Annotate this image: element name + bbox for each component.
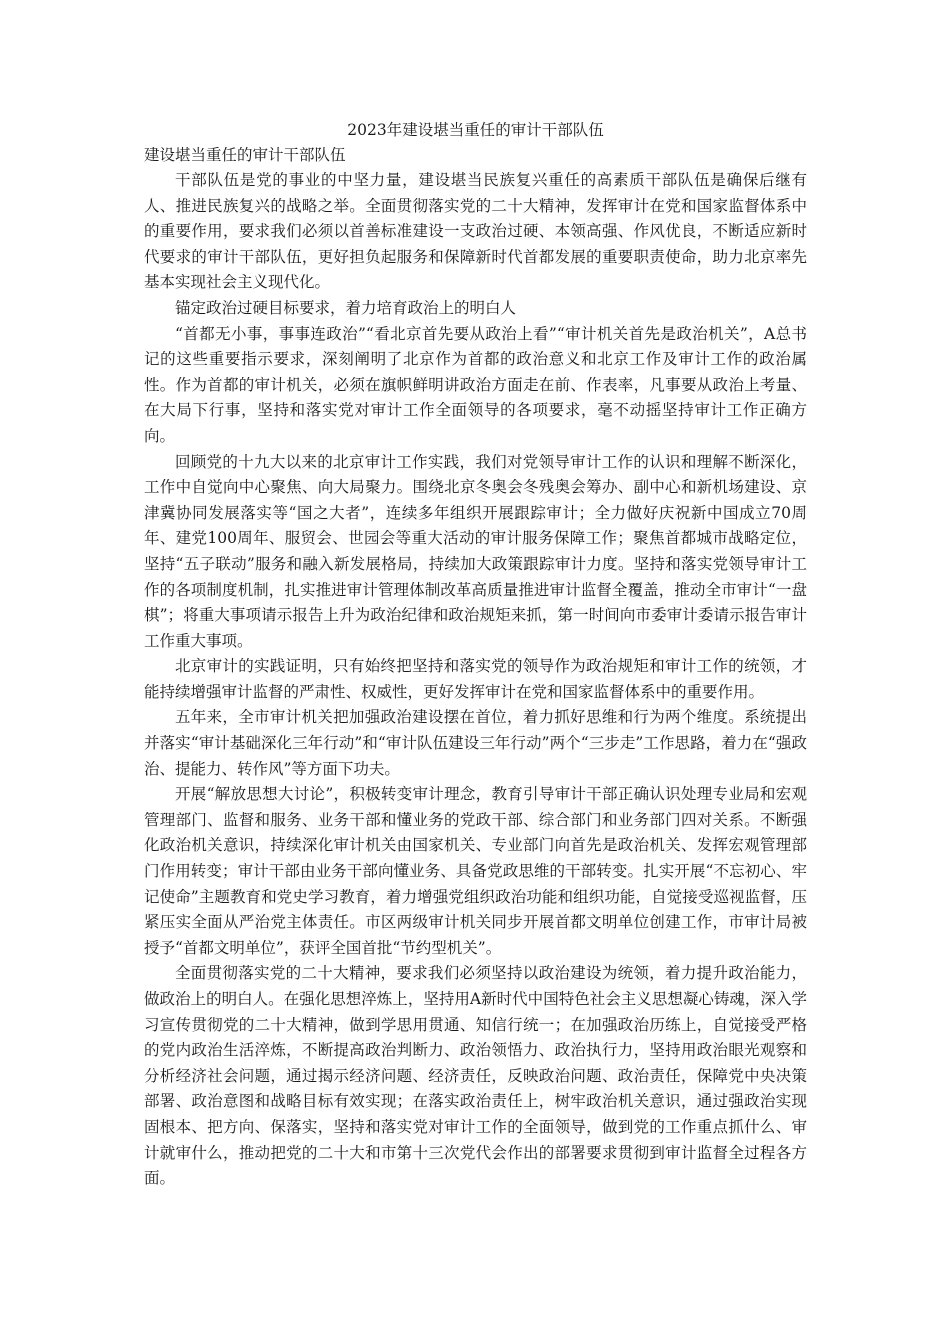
document-page: [144, 118, 807, 1192]
paragraph: 全面贯彻落实党的二十大精神，要求我们必须坚持以政治建设为统领，着力提升政治能力，做政治上的明白人。在强化思想淬炼上，坚持用A新时代中国特色社会主义思想凝心铸魂，深入学习宣传贯彻党的二十大精神，做到学思用贯通、知信行统一；在加强政治历练上，自觉接受严格的党内政治生活淬炼，不断提高政治判断力、政治领悟力、政治执行力，坚持用政治眼光观察和分析经济社会问题，通过揭示经济问题、经济责任，反映政治问题、政治责任，保障党中央决策部署、政治意图和战略目标有效实现；在落实政治责任上，树牢政治机关意识，通过强政治实现固根本、把方向、保落实，坚持和落实党对审计工作的全面领导，做到党的工作重点抓什么、审计就审什么，推动把党的二十大和市第十三次党代会作出的部署要求贯彻到审计监督全过程各方面。: [144, 964, 807, 1188]
document-title: 2023年建设堪当重任的审计干部队伍: [347, 121, 604, 139]
paragraph: 开展“解放思想大讨论”，积极转变审计理念，教育引导审计干部正确认识处理专业局和宏观管理部门、监督和服务、业务干部和懂业务的党政干部、综合部门和业务部门四对关系。不断强化政治机关意识，持续深化审计机关由国家机关、专业部门向首先是政治机关、发挥宏观管理部门作用转变；审计干部由业务干部向懂业务、具备党政思维的干部转变。扎实开展“不忘初心、牢记使命”主题教育和党史学习教育，着力增强党组织政治功能和组织功能，自觉接受巡视监督，压紧压实全面从严治党主体责任。市区两级审计机关同步开展首都文明单位创建工作，市审计局被授予“首都文明单位”，获评全国首批“节约型机关”。: [144, 785, 807, 957]
paragraph: 回顾党的十九大以来的北京审计工作实践，我们对党领导审计工作的认识和理解不断深化，工作中自觉向中心聚焦、向大局聚力。围绕北京冬奥会冬残奥会筹办、副中心和新机场建设、京津冀协同发展落实等“国之大者”，连续多年组织开展跟踪审计；全力做好庆祝新中国成立70周年、建党100周年、服贸会、世园会等重大活动的审计服务保障工作；聚焦首都城市战略定位，坚持“五子联动”服务和融入新发展格局，持续加大政策跟踪审计力度。坚持和落实党领导审计工作的各项制度机制，扎实推进审计管理体制改革高质量推进审计监督全覆盖，推动全市审计“一盘棋”；将重大事项请示报告上升为政治纪律和政治规矩来抓，第一时间向市委审计委请示报告审计工作重大事项。: [144, 452, 807, 650]
paragraph: 北京审计的实践证明，只有始终把坚持和落实党的领导作为政治规矩和审计工作的统领，才能持续增强审计监督的严肃性、权威性，更好发挥审计在党和国家监督体系中的重要作用。: [144, 657, 807, 701]
document-subtitle: 建设堪当重任的审计干部队伍: [144, 146, 346, 164]
section-heading: 锚定政治过硬目标要求，着力培育政治上的明白人: [175, 298, 517, 317]
paragraph: “首都无小事，事事连政治”“看北京首先要从政治上看”“审计机关首先是政治机关”，A总书记的这些重要指示要求，深刻阐明了北京作为首都的政治意义和北京工作及审计工作的政治属性。作为首都的审计机关，必须在旗帜鲜明讲政治方面走在前、作表率，凡事要从政治上考量、在大局下行事，坚持和落实党对审计工作全面领导的各项要求，毫不动摇坚持审计工作正确方向。: [144, 324, 807, 445]
paragraph: 五年来，全市审计机关把加强政治建设摆在首位，着力抓好思维和行为两个维度。系统提出并落实“审计基础深化三年行动”和“审计队伍建设三年行动”两个“三步走”工作思路，着力在“强政治、提能力、转作风”等方面下功夫。: [144, 708, 807, 778]
paragraph-intro: 干部队伍是党的事业的中坚力量，建设堪当民族复兴重任的高素质干部队伍是确保后继有人、推进民族复兴的战略之举。全面贯彻落实党的二十大精神，发挥审计在党和国家监督体系中的重要作用，要求我们必须以首善标准建设一支政治过硬、本领高强、作风优良，不断适应新时代要求的审计干部队伍，更好担负起服务和保障新时代首都发展的重要职责使命，助力北京率先基本实现社会主义现代化。: [144, 171, 807, 292]
